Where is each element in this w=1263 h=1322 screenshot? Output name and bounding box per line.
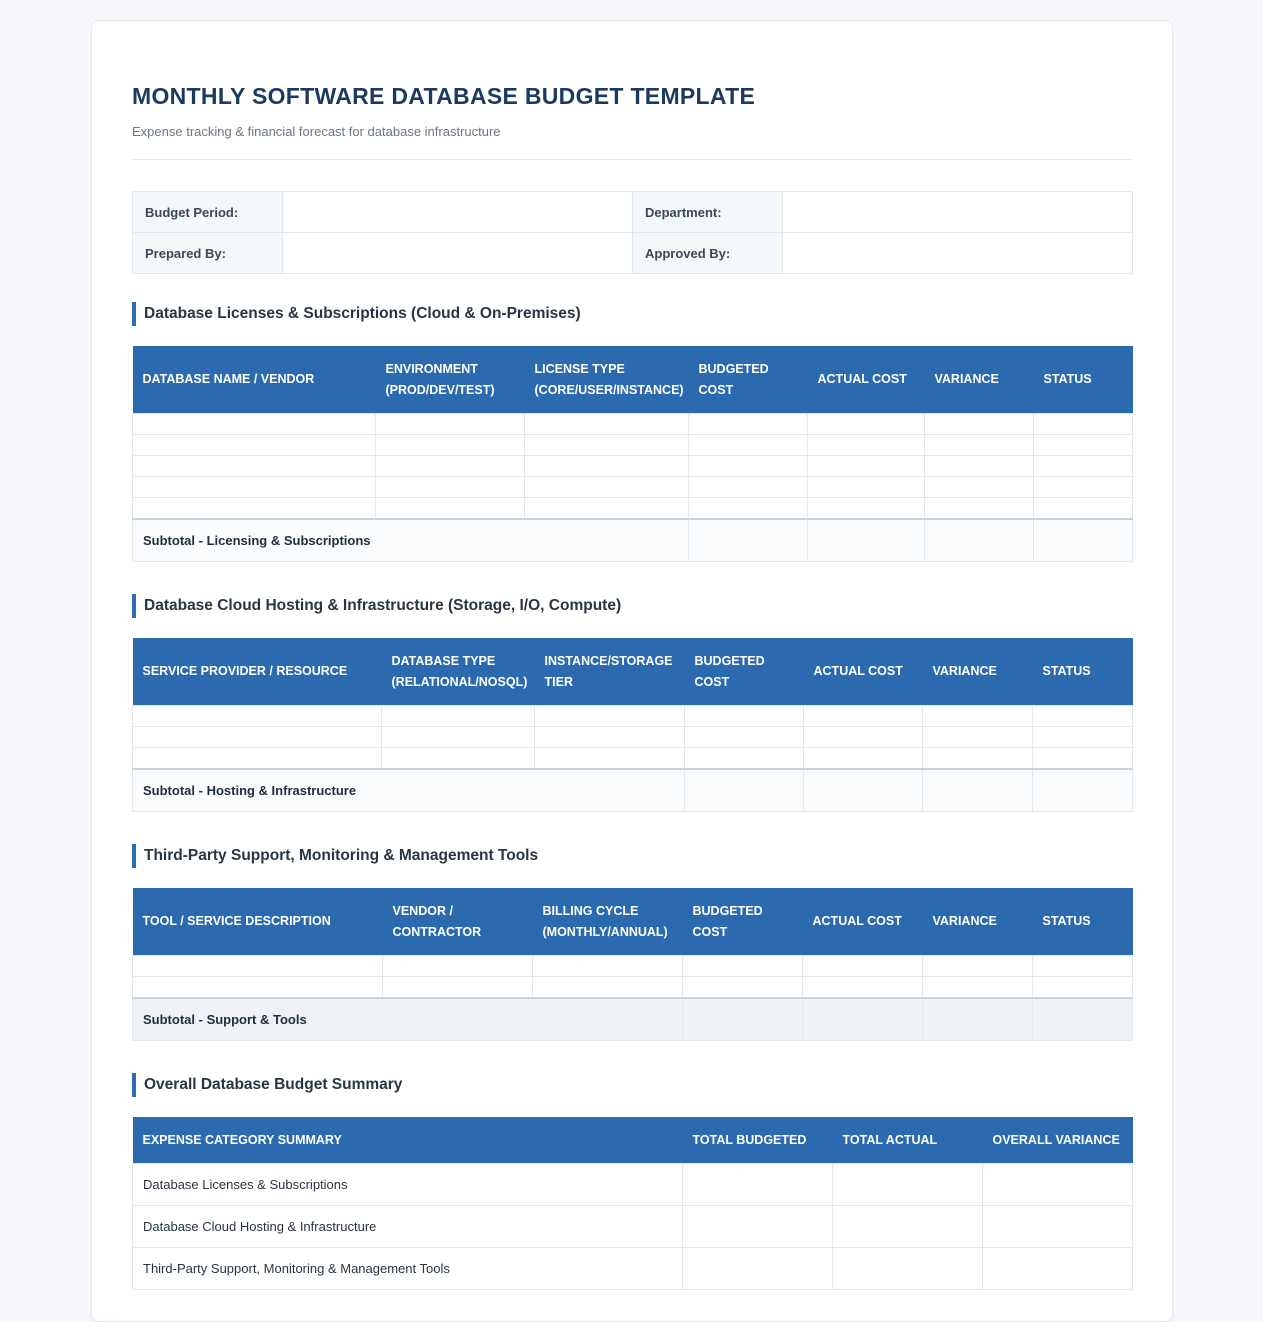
- summary-row: [133, 1206, 1133, 1248]
- col-tool-description: TOOL / SERVICE DESCRIPTION: [133, 888, 383, 956]
- support-table: [132, 888, 1133, 1041]
- table-row: [133, 748, 1133, 770]
- col-budgeted-cost: BUDGETED COST: [689, 346, 808, 414]
- col-billing-cycle: BILLING CYCLE (MONTHLY/ANNUAL): [533, 888, 683, 956]
- col-storage-tier: INSTANCE/STORAGE TIER: [535, 638, 685, 706]
- licenses-subtotal-row: [133, 519, 1133, 562]
- support-subtotal-row: [133, 998, 1133, 1041]
- col-total-budgeted: TOTAL BUDGETED: [683, 1117, 833, 1164]
- budget-period-label: Budget Period:: [133, 192, 283, 233]
- col-variance: VARIANCE: [923, 638, 1033, 706]
- approved-by-field[interactable]: [783, 233, 1133, 274]
- summary-section-title: Overall Database Budget Summary: [132, 1073, 402, 1097]
- prepared-by-label: Prepared By:: [133, 233, 283, 274]
- table-row: [133, 956, 1133, 977]
- budget-period-field[interactable]: [283, 192, 633, 233]
- table-row: [133, 498, 1133, 520]
- col-database-type: DATABASE TYPE (RELATIONAL/NOSQL): [382, 638, 535, 706]
- hosting-section-title: Database Cloud Hosting & Infrastructure (Storage, I/O, Compute): [132, 594, 621, 618]
- title-divider: [132, 159, 1132, 160]
- col-actual-cost: ACTUAL COST: [808, 346, 925, 414]
- table-row: [133, 727, 1133, 748]
- licenses-section-title: Database Licenses & Subscriptions (Cloud & On-Premises): [132, 302, 581, 326]
- col-expense-category: EXPENSE CATEGORY SUMMARY: [133, 1117, 683, 1164]
- summary-category: Database Cloud Hosting & Infrastructure: [133, 1206, 683, 1248]
- support-subtotal-label: Subtotal - Support & Tools: [133, 998, 683, 1041]
- col-budgeted-cost: BUDGETED COST: [683, 888, 803, 956]
- hosting-subtotal-row: [133, 769, 1133, 812]
- summary-category: Database Licenses & Subscriptions: [133, 1164, 683, 1206]
- col-budgeted-cost: BUDGETED COST: [685, 638, 804, 706]
- table-row: [133, 414, 1133, 435]
- department-field[interactable]: [783, 192, 1133, 233]
- col-database-name: DATABASE NAME / VENDOR: [133, 346, 376, 414]
- hosting-table: [132, 638, 1133, 812]
- approved-by-label: Approved By:: [633, 233, 783, 274]
- page-subtitle: Expense tracking & financial forecast for database infrastructure: [132, 124, 501, 139]
- col-variance: VARIANCE: [925, 346, 1034, 414]
- col-license-type: LICENSE TYPE (CORE/USER/INSTANCE): [525, 346, 689, 414]
- summary-category: Third-Party Support, Monitoring & Management Tools: [133, 1248, 683, 1290]
- table-row: [133, 435, 1133, 456]
- col-service-provider: SERVICE PROVIDER / RESOURCE: [133, 638, 382, 706]
- col-actual-cost: ACTUAL COST: [803, 888, 923, 956]
- table-row: [133, 456, 1133, 477]
- col-environment: ENVIRONMENT (PROD/DEV/TEST): [376, 346, 525, 414]
- col-status: STATUS: [1033, 888, 1133, 956]
- licenses-subtotal-label: Subtotal - Licensing & Subscriptions: [133, 519, 689, 562]
- summary-row: [133, 1164, 1133, 1206]
- support-section-title: Third-Party Support, Monitoring & Management Tools: [132, 844, 538, 868]
- table-row: [133, 706, 1133, 727]
- licenses-table: [132, 346, 1133, 562]
- summary-table: [132, 1117, 1133, 1290]
- col-vendor: VENDOR / CONTRACTOR: [383, 888, 533, 956]
- table-row: [133, 977, 1133, 999]
- col-status: STATUS: [1033, 638, 1133, 706]
- budget-meta-table: [132, 191, 1133, 274]
- budget-document: [91, 20, 1173, 1322]
- page-title: MONTHLY SOFTWARE DATABASE BUDGET TEMPLATE: [132, 83, 756, 109]
- prepared-by-field[interactable]: [283, 233, 633, 274]
- summary-row: [133, 1248, 1133, 1290]
- col-overall-variance: OVERALL VARIANCE: [983, 1117, 1133, 1164]
- department-label: Department:: [633, 192, 783, 233]
- col-variance: VARIANCE: [923, 888, 1033, 956]
- col-status: STATUS: [1034, 346, 1133, 414]
- hosting-subtotal-label: Subtotal - Hosting & Infrastructure: [133, 769, 685, 812]
- col-total-actual: TOTAL ACTUAL: [833, 1117, 983, 1164]
- table-row: [133, 477, 1133, 498]
- col-actual-cost: ACTUAL COST: [804, 638, 923, 706]
